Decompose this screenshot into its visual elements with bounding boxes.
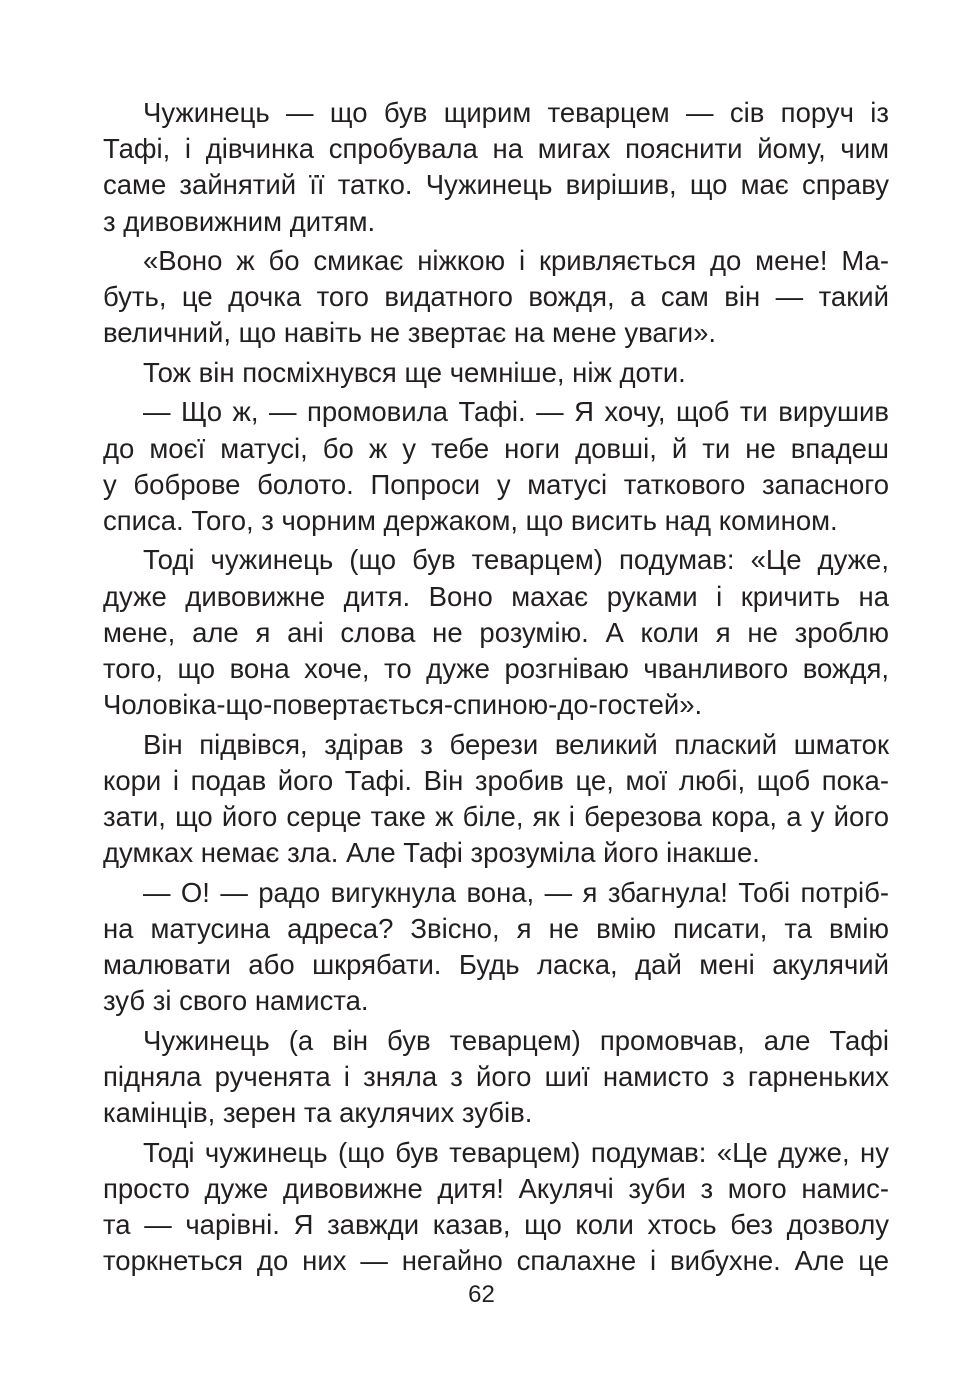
text-line: зати, що його серце таке ж біле, як і березова кора, а у його bbox=[103, 801, 889, 833]
text-line: Чужинець — що був щирим теварцем — сів поруч із bbox=[143, 97, 889, 128]
text-line: — Що ж, — промовила Тафі. — Я хочу, щоб ти вирушив bbox=[143, 396, 889, 428]
text-line: малювати або шкрябати. Будь ласка, дай мені акулячий bbox=[103, 949, 889, 981]
text-line: торкнеться до них — негайно спалахне і вибухне. Але це bbox=[103, 1245, 889, 1277]
text-line: Чоловіка-що-повертається-спиною-до-гостей». bbox=[103, 689, 703, 721]
text-line: думках немає зла. Але Тафі зрозуміла його інакше. bbox=[103, 837, 760, 869]
text-line: Він підвівся, здірав з берези великий плаский шматок bbox=[143, 728, 889, 760]
text-line: Тоді чужинець (що був теварцем) подумав: «Це дуже, ну bbox=[143, 1136, 889, 1168]
text-line: Тафі, і дівчинка спробувала на мигах пояснити йому, чим bbox=[103, 133, 889, 165]
paragraph bbox=[103, 95, 889, 240]
text-line: Тоді чужинець (що був теварцем) подумав: «Це дуже, bbox=[143, 544, 889, 576]
text-line: — О! — радо вигукнула вона, — я збагнула! Тобі потріб- bbox=[143, 876, 889, 908]
paragraph bbox=[103, 1135, 889, 1280]
paragraph bbox=[103, 1023, 889, 1132]
text-line: того, що вона хоче, то дуже розгніваю чванливого вождя, bbox=[103, 653, 889, 684]
page-number: 62 bbox=[468, 1281, 495, 1308]
text-line: мене, але я ані слова не розумію. А коли я не зроблю bbox=[103, 616, 889, 648]
paragraph bbox=[103, 542, 889, 723]
text-line: та — чарівні. Я завжди казав, що коли хтось без дозволу bbox=[103, 1209, 889, 1240]
text-line: «Воно ж бо смикає ніжкою і кривляється до мене! Ма- bbox=[143, 245, 889, 277]
text-line: дуже дивовижне дитя. Воно махає руками і кричить на bbox=[103, 580, 889, 612]
text-line: величний, що навіть не звертає на мене уваги». bbox=[103, 317, 717, 349]
paragraph bbox=[103, 875, 889, 1020]
text-line: камінців, зерен та акулячих зубів. bbox=[103, 1097, 533, 1129]
text-line: на матусина адреса? Звісно, я не вмію писати, та вмію bbox=[103, 912, 889, 944]
paragraph bbox=[103, 727, 889, 872]
text-line: списа. Того, з чорним держаком, що висить над комином. bbox=[103, 504, 838, 536]
text-line: зуб зі свого намиста. bbox=[103, 985, 369, 1017]
text-line: просто дуже дивовижне дитя! Акулячі зуби з мого намис- bbox=[103, 1172, 889, 1204]
text-line: Тож він посміхнувся ще чемніше, ніж доти. bbox=[143, 356, 686, 388]
body-text bbox=[103, 95, 889, 1283]
text-line: саме зайнятий її татко. Чужинець вирішив, що має справу bbox=[103, 169, 889, 201]
paragraph bbox=[103, 243, 889, 352]
text-line: буть, це дочка того видатного вождя, а сам він — такий bbox=[103, 281, 889, 313]
text-line: кори і подав його Тафі. Він зробив це, мої любі, щоб пока- bbox=[103, 764, 889, 796]
text-line: до моєї матусі, бо ж у тебе ноги довші, й ти не впадеш bbox=[103, 432, 889, 464]
text-line: Чужинець (а він був теварцем) промовчав, але Тафі bbox=[143, 1024, 889, 1056]
paragraph bbox=[103, 394, 889, 539]
paragraph bbox=[103, 355, 889, 391]
text-line: підняла рученята і зняла з його шиї намисто з гарненьких bbox=[103, 1060, 889, 1092]
text-line: з дивовижним дитям. bbox=[103, 205, 376, 237]
text-line: у боброве болото. Попроси у матусі таткового запасного bbox=[103, 468, 889, 500]
